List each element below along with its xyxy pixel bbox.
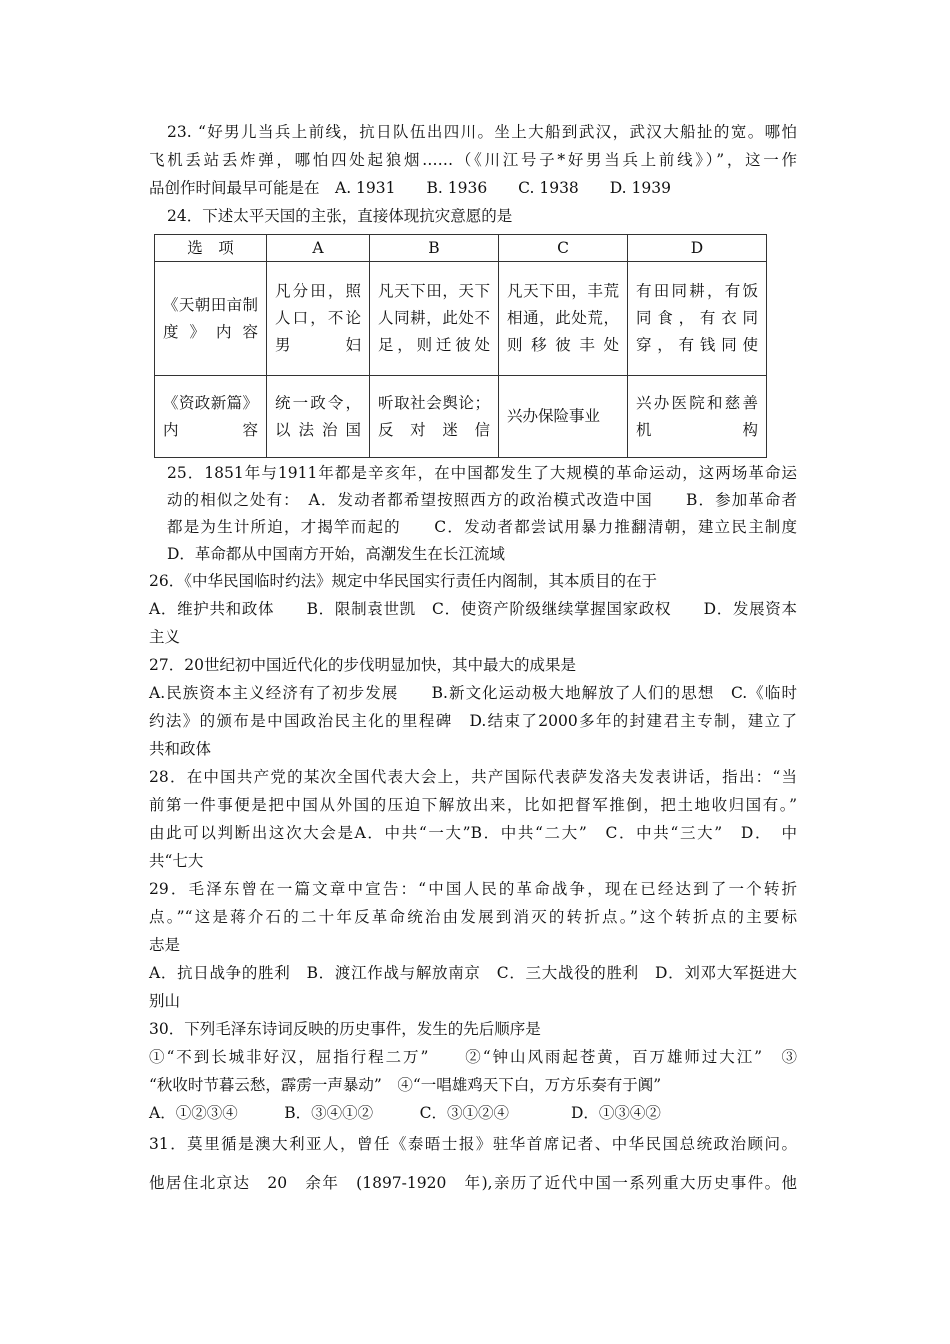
q27-line-2: A.民族资本主义经济有了初步发展 B.新文化运动极大地解放了人们的思想 C.《临时 bbox=[149, 684, 797, 702]
q24-stem: 24．下述太平天国的主张，直接体现抗灾意愿的是 bbox=[167, 207, 513, 225]
table-row bbox=[155, 262, 767, 376]
table-cell: 凡天下田，天下人同耕，此处不足，则迁彼处 bbox=[370, 262, 499, 376]
q26-line-1: 26．《中华民国临时约法》规定中华民国实行责任内阁制，其本质目的在于 bbox=[149, 572, 657, 590]
q29-line-3: 志是 bbox=[149, 936, 181, 954]
header-cell: 选 项 bbox=[155, 235, 267, 262]
q30-line-4: A．①②③④ B．③④①② C．③①②④ D．①③④② bbox=[149, 1104, 661, 1122]
table-cell: 听取社会舆论；反对迷信 bbox=[370, 376, 499, 458]
q28-line-1: 28．在中国共产党的某次全国代表大会上，共产国际代表萨发洛夫发表讲话，指出：“当 bbox=[149, 768, 797, 786]
q28-line-4: 共“七大 bbox=[149, 852, 204, 870]
q24-options-table bbox=[154, 234, 767, 458]
q25-line-1: 25．1851年与1911年都是辛亥年，在中国都发生了大规模的革命运动，这两场革命运 bbox=[167, 464, 797, 482]
q28-line-2: 前第一件事便是把中国从外国的压迫下解放出来，比如把督军推倒，把土地收归国有。” bbox=[149, 796, 797, 814]
table-cell: 《天朝田亩制度》内容 bbox=[155, 262, 267, 376]
q31-line-1: 31．莫里循是澳大利亚人，曾任《泰晤士报》驻华首席记者、中华民国总统政治顾问。 bbox=[149, 1135, 797, 1153]
q26-line-2: A．维护共和政体 B．限制袁世凯 C．使资产阶级继续掌握国家政权 D．发展资本 bbox=[149, 600, 797, 618]
q29-line-5: 别山 bbox=[149, 992, 181, 1010]
q28-line-3: 由此可以判断出这次大会是A．中共“一大”B．中共“二大” C．中共“三大” D． 中 bbox=[149, 824, 797, 842]
q25-line-3: 都是为生计所迫，才揭竿而起的 C．发动者都尝试用暴力推翻清朝，建立民主制度 bbox=[167, 518, 797, 536]
header-cell: A bbox=[267, 235, 370, 262]
table-cell: 凡天下田，丰荒相通，此处荒，则移彼丰处 bbox=[499, 262, 628, 376]
header-cell: C bbox=[499, 235, 628, 262]
header-cell: B bbox=[370, 235, 499, 262]
table-cell: 统一政令，以法治国 bbox=[267, 376, 370, 458]
q27-line-4: 共和政体 bbox=[149, 740, 212, 758]
q29-line-4: A．抗日战争的胜利 B．渡江作战与解放南京 C．三大战役的胜利 D．刘邓大军挺进大 bbox=[149, 964, 797, 982]
header-cell: D bbox=[628, 235, 767, 262]
table-header-row bbox=[155, 235, 767, 262]
table-cell: 有田同耕，有饭同食，有衣同穿，有钱同使 bbox=[628, 262, 767, 376]
table-cell: 兴办保险事业 bbox=[499, 376, 628, 458]
q25-line-4: D．革命都从中国南方开始，高潮发生在长江流域 bbox=[167, 545, 505, 563]
q30-line-2: ①“不到长城非好汉，屈指行程二万” ②“钟山风雨起苍黄，百万雄师过大江” ③ bbox=[149, 1048, 797, 1066]
q23-line-2: 飞机丢站丢炸弹，哪怕四处起狼烟……（《川江号子*好男当兵上前线》）”，这一作 bbox=[149, 151, 797, 169]
q27-line-1: 27．20世纪初中国近代化的步伐明显加快，其中最大的成果是 bbox=[149, 656, 576, 674]
q25-line-2: 动的相似之处有： A．发动者都希望按照西方的政治模式改造中国 B．参加革命者 bbox=[167, 491, 797, 509]
table-row bbox=[155, 376, 767, 458]
table-cell: 《资政新篇》内容 bbox=[155, 376, 267, 458]
table-cell: 兴办医院和慈善机构 bbox=[628, 376, 767, 458]
q29-line-2: 点。”“这是蒋介石的二十年反革命统治由发展到消灭的转折点。”这个转折点的主要标 bbox=[149, 908, 797, 926]
q23-line-3: 品创作时间最早可能是在 A. 1931 B. 1936 C. 1938 D. 1939 bbox=[149, 179, 671, 197]
q23-line-1: 23. “好男儿当兵上前线，抗日队伍出四川。坐上大船到武汉，武汉大船扯的宽。哪怕 bbox=[167, 123, 797, 141]
q26-line-3: 主义 bbox=[149, 628, 181, 646]
q27-line-3: 约法》的颁布是中国政治民主化的里程碑 D.结束了2000多年的封建君主专制，建立了 bbox=[149, 712, 797, 730]
table-cell: 凡分田，照人口，不论男妇 bbox=[267, 262, 370, 376]
q30-line-1: 30．下列毛泽东诗词反映的历史事件，发生的先后顺序是 bbox=[149, 1020, 541, 1038]
q30-line-3: “秋收时节暮云愁，霹雳一声暴动” ④“一唱雄鸡天下白，万方乐奏有于阗” bbox=[149, 1076, 662, 1094]
q29-line-1: 29．毛泽东曾在一篇文章中宣告：“中国人民的革命战争，现在已经达到了一个转折 bbox=[149, 880, 797, 898]
q31-line-2: 他居住北京达 20 余年 (1897-1920 年),亲历了近代中国一系列重大历史事件。他 bbox=[149, 1174, 797, 1192]
